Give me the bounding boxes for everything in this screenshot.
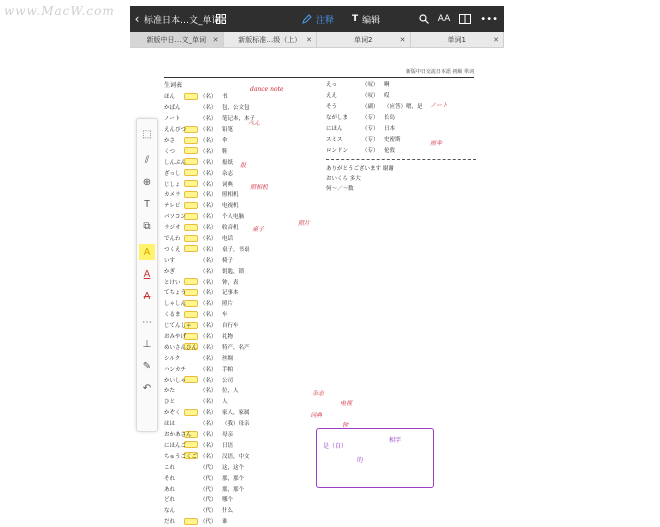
thumbnail-grid-icon[interactable] [216, 14, 232, 24]
part-of-speech: （名） [200, 105, 217, 112]
text-icon[interactable]: T [143, 198, 151, 210]
meaning: 母亲 [222, 432, 234, 439]
vocab-row [164, 243, 314, 254]
part-of-speech: （名） [200, 148, 217, 155]
vocab-word: ラジオ [164, 225, 181, 232]
close-icon[interactable]: ✕ [493, 35, 499, 44]
vocab-word: ええ [326, 93, 338, 100]
part-of-speech: （名） [200, 355, 217, 362]
vocab-row [164, 309, 314, 320]
vocab-row [164, 374, 314, 385]
close-icon[interactable]: ✕ [399, 35, 406, 44]
part-of-speech: （名） [200, 159, 217, 166]
vocab-word: どれ [164, 497, 176, 504]
part-of-speech: （名） [200, 453, 217, 460]
vocab-row [164, 450, 314, 461]
vocab-word: ほん [164, 94, 176, 101]
vocab-word: つくえ [164, 246, 181, 253]
vocab-word: めいさんひん [164, 344, 198, 351]
vocab-row [164, 156, 314, 167]
meaning: 鞋 [222, 148, 228, 155]
tab-label: 新版标准…级（上） [238, 35, 302, 44]
part-of-speech: （名） [200, 323, 217, 330]
annotation-red: 词典 [310, 412, 323, 419]
vocab-row [164, 494, 314, 505]
vocab-word: なん [164, 508, 176, 515]
strikethrough-icon[interactable]: A [143, 290, 151, 302]
vocab-word: だれ [164, 519, 176, 526]
part-of-speech: （名） [200, 344, 217, 351]
annotate-mode-button[interactable] [302, 13, 334, 26]
underline-icon[interactable]: A [143, 268, 151, 280]
vocab-word: スミス [326, 136, 343, 143]
meaning: 伦敦 [384, 147, 396, 154]
vocab-word: かぎ [164, 268, 176, 275]
vocab-row [164, 124, 314, 135]
part-of-speech: （名） [200, 279, 217, 286]
vocab-row [164, 167, 314, 178]
vocab-row [326, 90, 476, 101]
vocab-row [164, 418, 314, 429]
annotation-red: ぺん [248, 120, 261, 127]
meaning: 电话 [222, 236, 234, 243]
annotation-red: dance note [250, 86, 284, 93]
annotation-red: 照相机 [250, 184, 269, 191]
vocab-row [164, 233, 314, 244]
vocab-row [164, 429, 314, 440]
vocab-row [164, 483, 314, 494]
edit-mode-button[interactable] [352, 13, 380, 26]
part-of-speech: （名） [200, 421, 217, 428]
part-of-speech: （名） [200, 236, 217, 243]
vocab-row [164, 363, 314, 374]
meaning: 公司 [222, 377, 234, 384]
book-view-icon[interactable] [459, 14, 471, 24]
watermark: www.MacW.com [4, 4, 115, 18]
vocab-word: ノート [164, 116, 181, 123]
part-of-speech: （名） [200, 192, 217, 199]
part-of-speech: （名） [200, 312, 217, 319]
part-of-speech: （名） [200, 290, 217, 297]
vocab-word: かいしゃ [164, 377, 187, 384]
vocab-word: えっ [326, 82, 338, 89]
vocab-row [326, 123, 476, 134]
vocab-word: くつ [164, 148, 176, 155]
text-size-icon[interactable]: AA [437, 14, 451, 24]
vocab-word: にほん [326, 126, 343, 132]
vocab-word: いす [164, 257, 176, 264]
vocab-word: かばん [164, 105, 181, 112]
part-of-speech: （代） [200, 508, 217, 515]
part-of-speech: （名） [200, 399, 217, 406]
part-of-speech: （名） [200, 181, 217, 188]
vocab-row [326, 101, 476, 112]
meaning: 记事本 [222, 290, 239, 297]
part-of-speech: （名） [200, 432, 217, 439]
meaning: 照相机 [222, 192, 239, 199]
meaning: 笔记本，本子 [222, 116, 256, 123]
meaning: 日本 [384, 126, 396, 132]
select-icon[interactable]: ⬚ [142, 128, 152, 140]
part-of-speech: （名） [200, 127, 217, 134]
vocab-word: カメラ [164, 192, 181, 199]
vocab-word: シルク [164, 355, 181, 362]
vocab-word: ちゅうごくご [164, 453, 198, 460]
vocab-row [164, 276, 314, 287]
part-of-speech: （名） [200, 268, 217, 275]
vocab-row [164, 113, 314, 124]
vocab-row [164, 91, 314, 102]
meaning: 那，那个 [222, 475, 245, 482]
vocab-row [164, 440, 314, 451]
vocab-word: しんぶん [164, 159, 187, 166]
meaning: 照片 [222, 301, 234, 308]
part-of-speech: （副） [362, 104, 379, 111]
vocab-word: そう [326, 104, 338, 111]
vocab-word: かぞく [164, 410, 181, 417]
vocab-word: おかあさん [164, 432, 192, 439]
vocab-word: ひと [164, 399, 176, 406]
annotation-red: 杂志 [312, 390, 325, 397]
part-of-speech: （叹） [362, 93, 379, 100]
part-of-speech: （名） [200, 225, 217, 232]
vocab-row [164, 352, 314, 363]
vocab-word: えんぴつ [164, 127, 187, 134]
stamp-icon[interactable]: ⊥ [142, 338, 152, 350]
meaning: 哪个 [222, 497, 234, 504]
vocab-row [164, 461, 314, 472]
annotate-pen-icon [302, 14, 312, 24]
tab-label: 单词1 [447, 35, 466, 44]
meaning: 铅笔 [222, 127, 234, 134]
shape-icon[interactable]: ⧉ [143, 220, 151, 232]
meaning: 书 [222, 94, 228, 101]
part-of-speech: （专） [362, 147, 379, 154]
vocab-word: にほんご [164, 442, 187, 449]
meaning: 电视机 [222, 203, 239, 210]
meaning: （应答）嗯，是 [384, 104, 423, 111]
close-icon[interactable]: ✕ [306, 35, 312, 44]
vocab-row [164, 178, 314, 189]
meaning: 啊 [384, 82, 390, 89]
vocab-row [164, 516, 314, 527]
phrase-line: 何〜／〜数 [326, 186, 354, 193]
annotation-red: 桌子 [252, 226, 265, 233]
meaning: 丝绸 [222, 355, 234, 362]
meaning: 椅子 [222, 257, 234, 264]
vocab-row [164, 407, 314, 418]
document-page[interactable] [130, 48, 504, 526]
vocab-row [164, 145, 314, 156]
vocab-row [164, 298, 314, 309]
part-of-speech: （名） [200, 377, 217, 384]
meaning: 汉语，中文 [222, 453, 250, 460]
meaning: 手帕 [222, 366, 234, 373]
meaning: 哎 [384, 93, 390, 100]
vocab-word: ロンドン [326, 147, 349, 154]
tab-3[interactable] [317, 32, 411, 47]
annotate-label: 注释 [316, 15, 335, 26]
handwritten-note-box [316, 428, 434, 488]
tab-1[interactable] [130, 32, 224, 47]
vocab-row [326, 133, 476, 144]
part-of-speech: （名） [200, 203, 217, 210]
top-toolbar [130, 6, 504, 32]
vocab-word: パソコン [164, 214, 186, 221]
vocab-row [164, 200, 314, 211]
vocab-word: ざっし [164, 170, 181, 177]
part-of-speech: （专） [362, 115, 379, 122]
edit-label: 编辑 [362, 15, 381, 26]
part-of-speech: （专） [362, 136, 379, 143]
meaning: 报纸 [222, 159, 234, 166]
meaning: 这，这个 [222, 464, 245, 471]
meaning: 日语 [222, 442, 234, 449]
part-of-speech: （名） [200, 366, 217, 373]
meaning: （我）母亲 [222, 421, 250, 428]
vocab-row [326, 144, 476, 155]
part-of-speech: （代） [200, 497, 217, 504]
vocab-word: それ [164, 475, 176, 482]
part-of-speech: （名） [200, 334, 217, 341]
vocab-word: テレビ [164, 203, 181, 210]
phrase-line: おいくら 多大 [326, 176, 361, 183]
document-tabs [130, 32, 504, 48]
meaning: 史密斯 [384, 136, 401, 143]
meaning: 人 [222, 399, 228, 406]
vocab-word: ハンカチ [164, 366, 187, 373]
vocab-row [326, 79, 476, 90]
vocab-row [164, 265, 314, 276]
tab-label: 单词2 [354, 35, 373, 44]
meaning: 收音机 [222, 225, 239, 232]
part-of-speech: （名） [200, 246, 217, 253]
meaning: 词典 [222, 181, 234, 188]
page-header: 新版中日交流日本語 初級 単词 [164, 68, 474, 78]
meaning: 什么 [222, 508, 234, 515]
meaning: 那，那个 [222, 486, 245, 493]
vocab-word: てちょう [164, 290, 187, 297]
vocab-row [164, 102, 314, 113]
tab-2[interactable] [224, 32, 318, 47]
annotation-purple: 是（自） [323, 443, 348, 450]
part-of-speech: （代） [200, 486, 217, 493]
vocab-word: かさ [164, 138, 176, 144]
close-icon[interactable]: ✕ [212, 35, 219, 44]
vocab-word: くるま [164, 312, 181, 319]
meaning: 车 [222, 312, 228, 319]
vocab-word: これ [164, 464, 176, 471]
signature-icon[interactable]: ✎ [142, 360, 152, 372]
divider [326, 159, 476, 160]
vocab-word: でんわ [164, 236, 181, 243]
meaning: 长岛 [384, 115, 396, 122]
meaning: 自行车 [222, 323, 239, 330]
part-of-speech: （名） [200, 116, 217, 123]
vocab-word: あれ [164, 486, 176, 493]
vocab-word: しゃしん [164, 301, 187, 308]
part-of-speech: （名） [200, 94, 217, 101]
tab-label: 新版中日…文_单词 [146, 35, 206, 44]
vocab-row [164, 320, 314, 331]
vocab-row [164, 472, 314, 483]
search-icon[interactable] [419, 14, 429, 24]
vocab-word: じしょ [164, 181, 181, 188]
part-of-speech: （名） [200, 170, 217, 177]
vocab-word: おみやげ [164, 334, 187, 341]
pdf-reader-window [130, 6, 504, 526]
document-title: 标准日本…文_单词 [144, 15, 221, 26]
part-of-speech: （专） [362, 126, 379, 132]
vocab-row [164, 189, 314, 200]
vocab-row [164, 287, 314, 298]
vocab-row [164, 331, 314, 342]
part-of-speech: （名） [200, 301, 217, 308]
vocab-row [164, 396, 314, 407]
annotation-red: 钟 [342, 422, 349, 429]
part-of-speech: （名） [200, 138, 217, 144]
vocab-row [164, 135, 314, 146]
annotation-toolbar [136, 118, 158, 432]
phrase-line: ありがとうございます 谢谢 [326, 166, 394, 173]
meaning: 特产，名产 [222, 344, 250, 351]
highlight-icon[interactable]: A [139, 244, 155, 260]
meaning: 包，公文包 [222, 105, 250, 112]
part-of-speech: （代） [200, 464, 217, 471]
more-icon[interactable]: ••• [480, 13, 498, 25]
meaning: 个人电脑 [222, 214, 245, 221]
part-of-speech: （代） [200, 519, 217, 526]
part-of-speech: （代） [200, 475, 217, 482]
meaning: 钥匙，锁 [222, 268, 245, 275]
meaning: 桌子，书桌 [222, 246, 250, 253]
tab-4[interactable] [411, 32, 505, 47]
annotation-purple: 相字 [389, 437, 402, 444]
annotation-red: 电视 [340, 400, 353, 407]
vocab-row [164, 341, 314, 352]
annotation-purple: 的 [357, 457, 364, 464]
vocab-row [164, 505, 314, 516]
section-title: 生词表 [164, 82, 183, 89]
vocab-row [326, 112, 476, 123]
back-icon[interactable]: ‹ [134, 12, 140, 26]
part-of-speech: （叹） [362, 82, 379, 89]
meaning: 钟，表 [222, 279, 239, 286]
edit-text-icon: T [352, 14, 359, 24]
vocab-right-column [326, 68, 476, 194]
annotation-red: 雨伞 [430, 140, 443, 147]
meaning: 伞 [222, 138, 228, 144]
vocab-row [164, 385, 314, 396]
meaning: 位，人 [222, 388, 239, 395]
part-of-speech: （名） [200, 442, 217, 449]
vocab-word: とけい [164, 279, 181, 286]
annotation-red: 照片 [298, 220, 311, 227]
meaning: 谁 [222, 519, 228, 526]
meaning: 礼物 [222, 334, 234, 341]
part-of-speech: （名） [200, 214, 217, 221]
vocab-row [164, 222, 314, 233]
vocab-word: ながしま [326, 115, 349, 122]
undo-icon[interactable]: ↶ [142, 382, 152, 394]
vocab-row [164, 211, 314, 222]
vocab-word: はは [164, 421, 176, 428]
part-of-speech: （名） [200, 388, 217, 395]
pen-icon[interactable]: ⫽ [144, 154, 150, 166]
vocab-word: じてんしゃ [164, 323, 192, 330]
vocab-word: かた [164, 388, 176, 395]
zoom-icon[interactable]: ⊕ [142, 176, 152, 188]
part-of-speech: （名） [200, 257, 217, 264]
vocab-row [164, 254, 314, 265]
comment-icon[interactable]: ⋯ [142, 316, 152, 328]
part-of-speech: （名） [200, 410, 217, 417]
meaning: 家人，家属 [222, 410, 250, 417]
annotation-red: ノート [430, 102, 448, 109]
meaning: 杂志 [222, 170, 234, 177]
annotation-red: 报 [240, 162, 247, 169]
